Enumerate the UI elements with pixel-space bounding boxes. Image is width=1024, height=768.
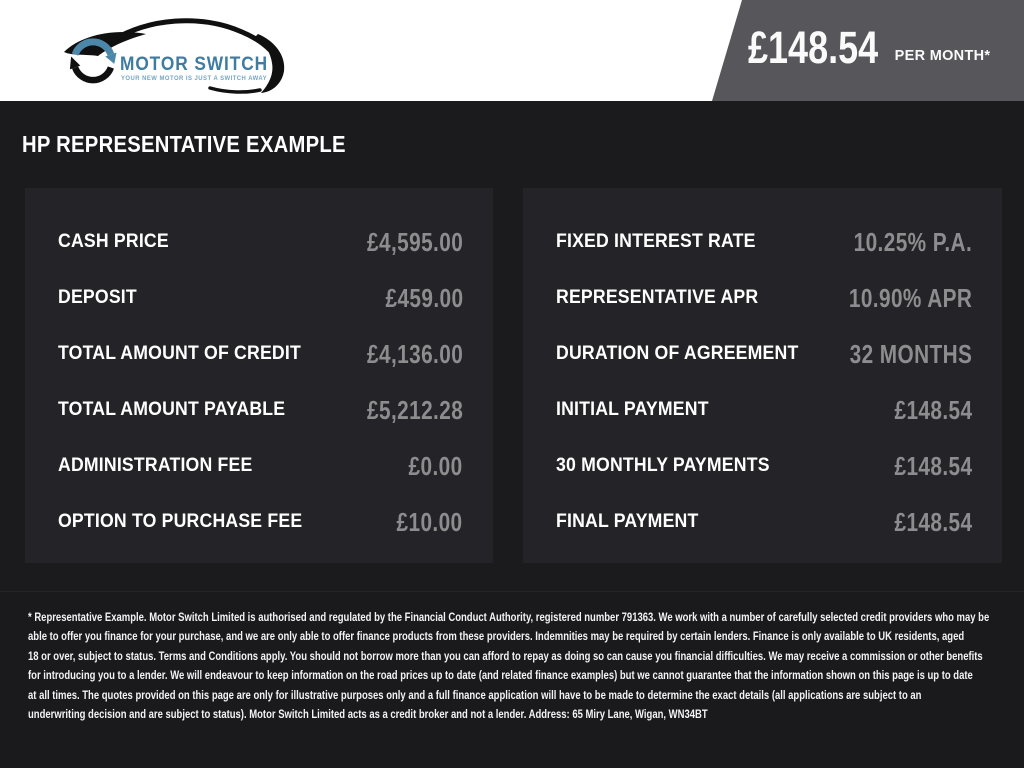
table-row bbox=[58, 214, 463, 270]
row-label: REPRESENTATIVE APR bbox=[556, 287, 759, 308]
row-value: £459.00 bbox=[385, 282, 463, 313]
row-label: CASH PRICE bbox=[58, 231, 169, 252]
brand-name: MOTOR SWITCH bbox=[120, 54, 268, 75]
row-value: £148.54 bbox=[894, 506, 972, 537]
row-label: TOTAL AMOUNT OF CREDIT bbox=[58, 343, 301, 364]
table-row bbox=[58, 382, 463, 438]
row-label: OPTION TO PURCHASE FEE bbox=[58, 511, 303, 532]
row-value: 32 MONTHS bbox=[849, 338, 972, 369]
monthly-price bbox=[748, 24, 990, 72]
table-row bbox=[58, 326, 463, 382]
row-value: £10.00 bbox=[396, 506, 463, 537]
table-row bbox=[556, 382, 972, 438]
table-row bbox=[58, 494, 463, 550]
row-label: TOTAL AMOUNT PAYABLE bbox=[58, 399, 286, 420]
price-amount: £148.54 bbox=[748, 22, 879, 73]
row-value: £148.54 bbox=[894, 450, 972, 481]
row-value: £148.54 bbox=[894, 394, 972, 425]
row-label: DURATION OF AGREEMENT bbox=[556, 343, 799, 364]
finance-panel-right bbox=[523, 188, 1002, 563]
finance-panels bbox=[25, 188, 1024, 563]
legal-text-line: for introducing you to a lender. We will endeavour to keep information on the road prices up to date (and related finance examples) but we cannot guarantee that the information shown on this page is up to date bbox=[28, 668, 973, 683]
row-label: DEPOSIT bbox=[58, 287, 137, 308]
table-row bbox=[58, 270, 463, 326]
legal-text-line: 18 or over, subject to status. Terms and Conditions apply. You should not borrow more than you can afford to repay as doing so can cause you financial difficulties. We may receive a commission or other benefits bbox=[28, 648, 983, 663]
row-label: FINAL PAYMENT bbox=[556, 511, 699, 532]
row-value: 10.90% APR bbox=[848, 282, 972, 313]
row-value: £4,595.00 bbox=[366, 226, 463, 257]
row-label: FIXED INTEREST RATE bbox=[556, 231, 756, 252]
legal-text-line: * Representative Example. Motor Switch Limited is authorised and regulated by the Financial Conduct Authority, registered number 791363. We work with a number of carefully selected credit providers who may be bbox=[28, 610, 990, 624]
legal-text-line: at all times. The quotes provided on this page are only for illustrative purposes only and a full finance application will have to be made to determine the exact details (all applications are subject to an bbox=[28, 687, 922, 702]
table-row bbox=[58, 438, 463, 494]
site-header bbox=[0, 0, 1024, 101]
table-row bbox=[556, 214, 972, 270]
row-value: 10.25% P.A. bbox=[853, 226, 972, 257]
finance-panel-left bbox=[25, 188, 493, 563]
page-title: HP REPRESENTATIVE EXAMPLE bbox=[22, 131, 346, 157]
price-period: PER MONTH* bbox=[894, 48, 991, 64]
legal-footer bbox=[0, 591, 1024, 768]
row-label: ADMINISTRATION FEE bbox=[58, 455, 253, 476]
legal-text-line: underwriting decision and are subject to status). Motor Switch Limited acts as a credit broker and not a lender. Address: 65 Miry Lane, Wigan, WN34BT bbox=[28, 707, 708, 722]
row-label: 30 MONTHLY PAYMENTS bbox=[556, 455, 770, 476]
row-label: INITIAL PAYMENT bbox=[556, 399, 709, 420]
row-value: £0.00 bbox=[408, 450, 463, 481]
table-row bbox=[556, 438, 972, 494]
legal-text-line: able to offer you finance for your purchase, and we are only able to offer finance products from these providers. Indemnities may be required by certain lenders. Finance is only available to UK residents, aged bbox=[28, 629, 965, 644]
table-row bbox=[556, 326, 972, 382]
table-row bbox=[556, 270, 972, 326]
motor-switch-logo[interactable] bbox=[62, 8, 292, 94]
row-value: £4,136.00 bbox=[366, 338, 463, 369]
table-row bbox=[556, 494, 972, 550]
finance-example-section bbox=[0, 101, 1024, 591]
row-value: £5,212.28 bbox=[366, 394, 463, 425]
brand-tagline: YOUR NEW MOTOR IS JUST A SWITCH AWAY bbox=[121, 75, 268, 82]
